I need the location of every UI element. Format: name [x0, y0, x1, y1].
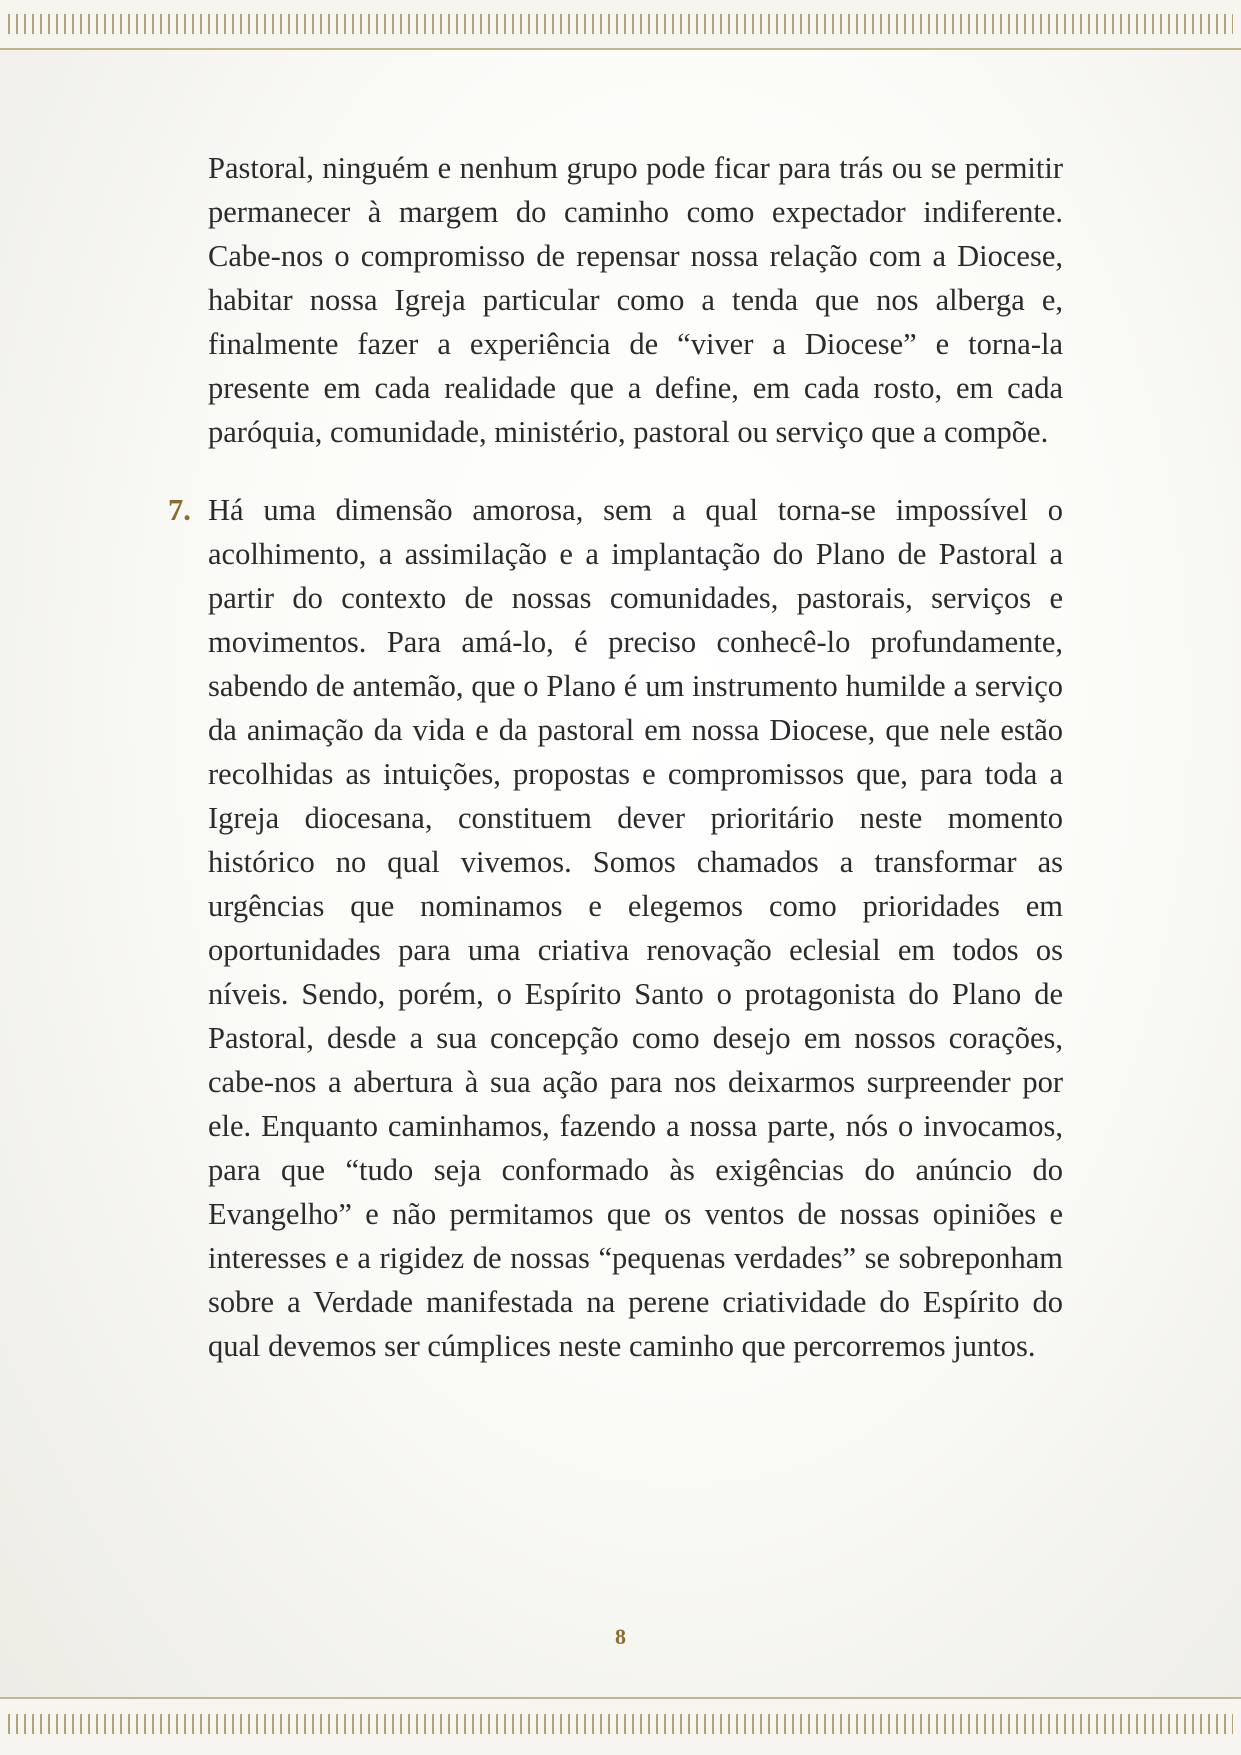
bottom-decorative-border: [0, 1697, 1241, 1755]
item-number: 7.: [168, 493, 191, 527]
page-number: 8: [615, 1624, 626, 1649]
item-paragraph: Há uma dimensão amorosa, sem a qual torna-se impossível o acolhimento, a assimilação e a implantação do Plano de Pastoral a partir do contexto de nossas comunidades, pastorais, serviços e movimentos. Para amá-lo, é preciso conhecê-lo profundamente, sabendo de antemão, que o Plano é um instrumento humilde a serviço da animação da vida e da pastoral em nossa Diocese, que nele estão recolhidas as intuições, propostas e compromissos que, para toda a Igreja diocesana, constituem dever prioritário neste momento histórico no qual vivemos. Somos chamados a transformar as urgências que nominamos e elegemos como prioridades em oportunidades para uma criativa renovação eclesial em todos os níveis. Sendo, porém, o Espírito Santo o protagonista do Plano de Pastoral, desde a sua concepção como desejo em nossos corações, cabe-nos a abertura à sua ação para nos deixarmos surpreender por ele. Enquanto caminhamos, fazendo a nossa parte, nós o invocamos, para que “tudo seja conformado às exigências do anúncio do Evangelho” e não permitamos que os ventos de nossas opiniões e interesses e a rigidez de nossas “pequenas verdades” se sobreponham sobre a Verdade manifestada na perene criatividade do Espírito do qual devemos ser cúmplices neste caminho que percorremos juntos.: [208, 493, 1063, 1363]
page-content: [168, 146, 1063, 1368]
continued-paragraph: Pastoral, ninguém e nenhum grupo pode ficar para trás ou se permitir permanecer à margem do caminho como expectador indiferente. Cabe-nos o compromisso de repensar nossa relação com a Diocese, habitar nossa Igreja particular como a tenda que nos alberga e, finalmente fazer a experiência de “viver a Diocese” e torna-la presente em cada realidade que a define, em cada rosto, em cada paróquia, comunidade, ministério, pastoral ou serviço que a compõe.: [208, 151, 1063, 449]
top-decorative-border: [0, 0, 1241, 50]
bottom-border-rule: [0, 1697, 1241, 1699]
top-border-rule: [0, 48, 1241, 50]
numbered-item-7: [168, 488, 1063, 1368]
top-tick-pattern: [8, 14, 1233, 34]
bottom-tick-pattern: [8, 1714, 1233, 1734]
